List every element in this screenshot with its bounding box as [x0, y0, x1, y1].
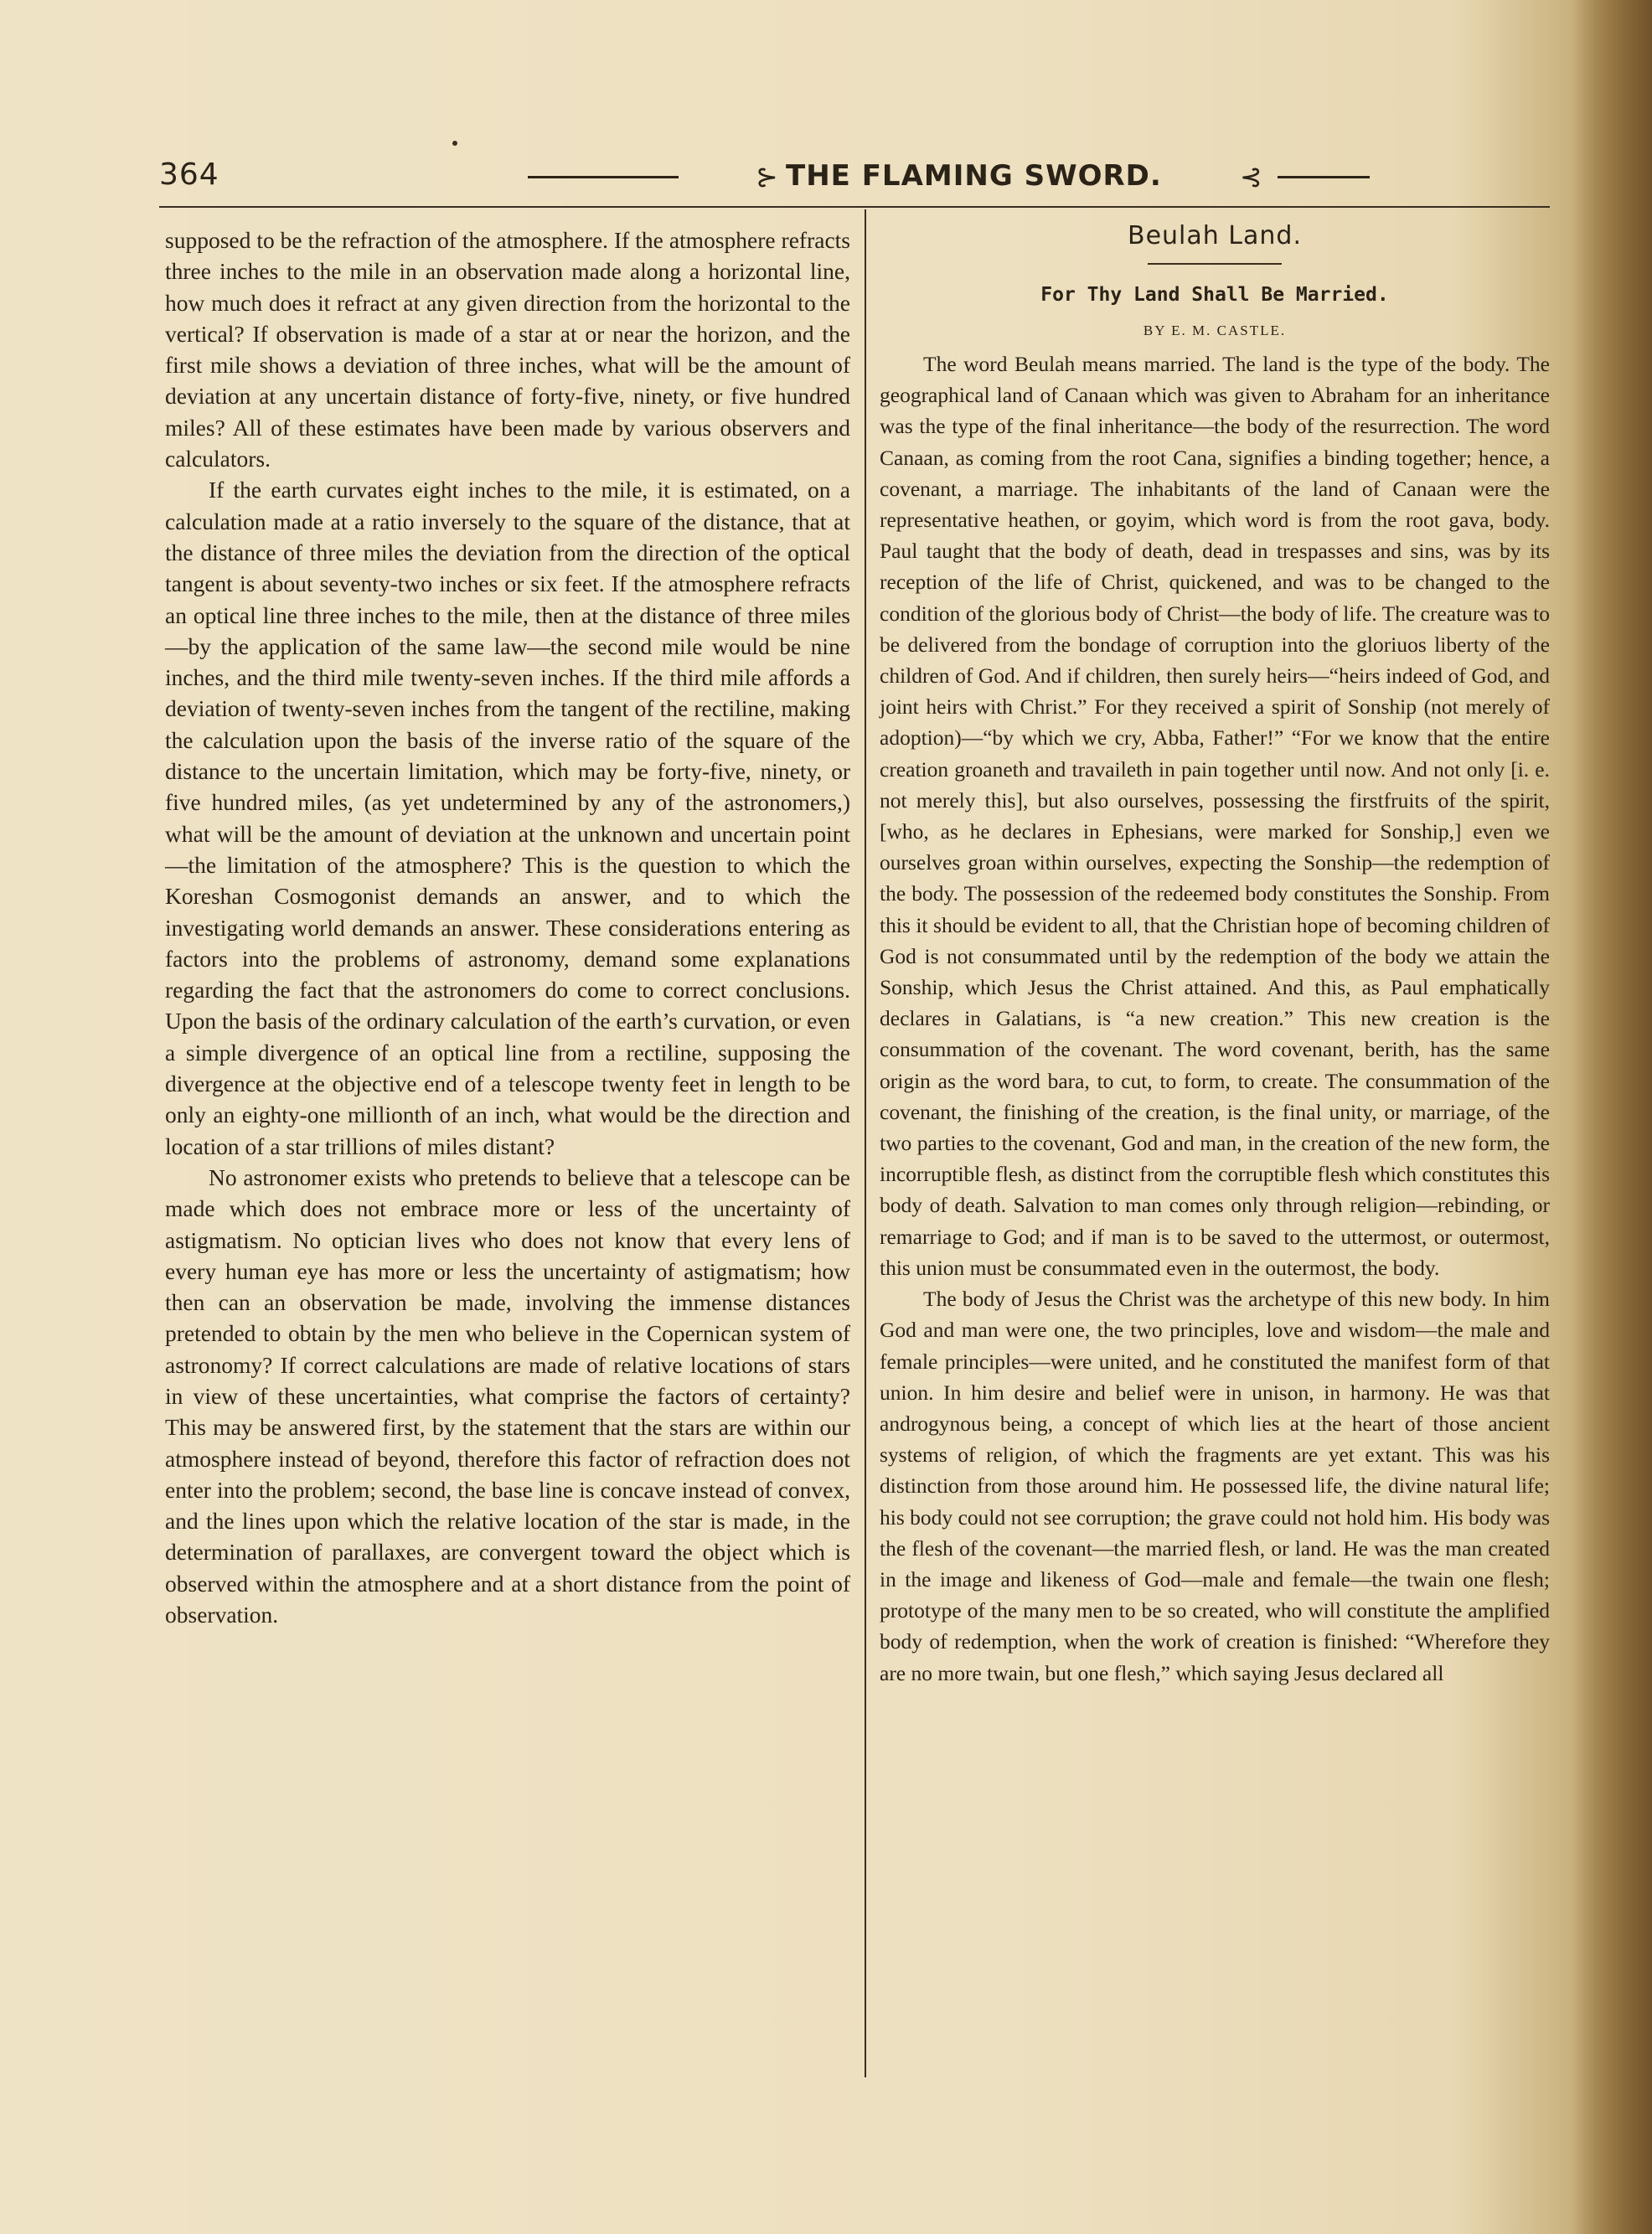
article-subtitle: For Thy Land Shall Be Married. [1040, 284, 1389, 306]
right-paragraph-1: The word Beulah means married. The land is the type of the body. The geographical land of Canaan which was given to Abraham for an inheritance was the type of the final inheritance—the body of the resurrection. The word Canaan, as coming from the root Cana, signifies a binding together; hence, a covenant, a marriage. The inhabitants of the land of Canaan were the representative heathen, or goyim, which word is from the root gava, body. Paul taught that the body of death, dead in trespasses and sins, was by its reception of the life of Christ, quickened, and was to be changed to the condition of the glorious body of Christ—the body of life. The creature was to be delivered from the bondage of corruption into the gloriuos liberty of the children of God. And if children, then surely heirs—“heirs indeed of God, and joint heirs with Christ.” For they received a spirit of Sonship (not merely of adoption)—“by which we cry, Abba, Father!” “For we know that the entire creation groaneth and travaileth in pain together until now. And not only [i. e. not merely this], but also ourselves, possessing the firstfruits of the spirit, [who, as he declares in Ephesians, were marked for Sonship,] even we ourselves groan within ourselves, expecting the Sonship—the redemption of the body. The possession of the redeemed body constitutes the Sonship. From this it should be evident to all, that the Christian hope of becoming children of God is not consummated until by the redemption of the body we attain the Sonship, which Jesus the Christ attained. And this, as Paul emphatically declares in Galatians, is “a new creation.” This new creation is the consummation of the covenant. The word covenant, berith, has the same origin as the word bara, to cut, to form, to create. The consummation of the covenant, the finishing of the creation, is the final unity, or marriage, of the two parties to the covenant, God and man, in the creation of the new form, the incorruptible flesh, as distinct from the corruptible flesh which constitutes this body of death. Salvation to man comes only through religion—rebinding, or remarriage to God; and if man is to be saved to the uttermost, or outermost, this union must be consummated even in the outermost, the body. [880, 352, 1550, 1280]
right-paragraph-2: The body of Jesus the Christ was the archetype of this new body. In him God and man were one, the two principles, love and wisdom—the male and female principles—were united, and he constituted the manifest form of that union. In him desire and belief were in unison, in harmony. He was that androgynous being, a concept of which lies at the heart of those ancient systems of religion, of which the fragments are yet extant. This was his distinction from those around him. He possessed life, the divine natural life; his body could not see corruption; the grave could not hold him. His body was the flesh of the covenant—the married flesh, or land. He was the man created in the image and likeness of God—male and female—the twain one flesh; prototype of the many men to be so created, who will constitute the amplified body of redemption, when the work of creation is finished: “Wherefore they are no more twain, but one flesh,” which saying Jesus declared all [880, 1287, 1550, 1685]
page-header [159, 151, 1550, 201]
right-column [880, 219, 1550, 1689]
ink-speck [452, 141, 457, 146]
left-column [165, 224, 850, 1630]
left-paragraph-1: supposed to be the refraction of the atmosphere. If the atmosphere refracts three inches to the mile in an observation made along a horizontal line, how much does it refract at any given direction from the horizontal to the vertical? If observation is made of a star at or near the horizon, and the first mile shows a deviation of three inches, what will be the amount of deviation at any uncertain distance of forty-five, ninety, or five hundred miles? All of these estimates have been made by various observers and calculators. [165, 227, 850, 472]
ornament-rule-right [1278, 176, 1370, 178]
left-paragraph-2: If the earth curvates eight inches to the mile, it is estimated, on a calculation made at a ratio inversely to the square of the distance, that at the distance of three miles the deviation from the direction of the optical tangent is about seventy-two inches or six feet. If the atmosphere refracts an optical line three inches to the mile, then at the distance of three miles—by the application of the same law—the second mile would be nine inches, and the third mile twenty-seven inches. If the third mile affords a deviation of twenty-seven inches from the tangent of the rectiline, making the calculation upon the basis of the inverse ratio of the square of the distance to the uncertain limitation, which may be forty-five, ninety, or five hundred miles, (as yet undetermined by any of the astronomers,) what will be the amount of deviation at the unknown and uncertain point—the limitation of the atmosphere? This is the question to which the Koreshan Cosmogonist demands an answer, and to which the investigating world demands an answer. These considerations entering as factors into the problems of astronomy, demand some explanations regarding the fact that the astronomers do come to correct conclusions. Upon the basis of the ordinary calculation of the earth’s curvation, or even a simple divergence of an optical line from a rectiline, supposing the divergence at the objective end of a telescope twenty feet in length to be only an eighty-one millionth of an inch, what would be the direction and location of a star trillions of miles distant? [165, 477, 850, 1159]
ornament-left-icon: ⊱ [756, 161, 778, 193]
article-byline: BY E. M. CASTLE. [1143, 322, 1287, 338]
ornament-right-icon: ⊰ [1240, 161, 1262, 193]
running-title: THE FLAMING SWORD. [786, 159, 1162, 193]
ornament-rule-left [528, 176, 679, 178]
page-edge-binding [1572, 0, 1652, 2234]
column-divider [865, 209, 866, 2077]
page-number: 364 [159, 157, 219, 192]
article-title: Beulah Land. [1127, 221, 1302, 250]
header-rule [159, 206, 1550, 208]
title-rule [1148, 263, 1282, 265]
left-paragraph-3: No astronomer exists who pretends to believe that a telescope can be made which does not embrace more or less of the uncertainty of astigmatism. No optician lives who does not know that every lens of every human eye has more or less the uncertainty of astigmatism; how then can an observation be made, involving the immense distances pretended to obtain by the men who believe in the Copernican system of astronomy? If correct calculations are made of relative locations of stars in view of these uncertainties, what comprise the factors of certainty? This may be answered first, by the statement that the stars are within our atmosphere instead of beyond, therefore this factor of refraction does not enter into the problem; second, the base line is concave instead of convex, and the lines upon which the relative location of the star is made, in the determination of parallaxes, are convergent toward the object which is observed within the atmosphere and at a short distance from the point of observation. [165, 1163, 850, 1628]
